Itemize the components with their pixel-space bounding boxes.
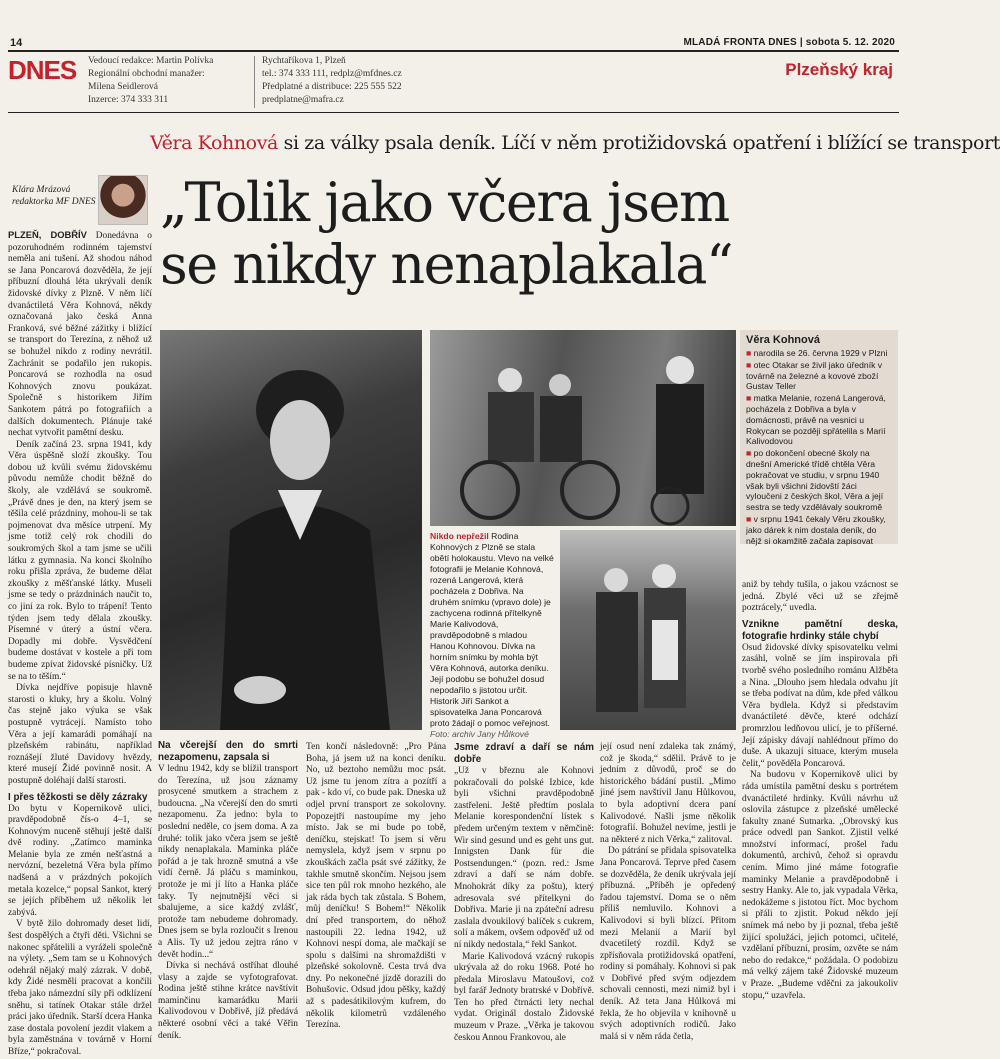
contact-line: predplatne@mafra.cz xyxy=(262,95,344,105)
paragraph: Donedávna o pozoruhodném rodinném tajemství neměla ani tušení. Až shodou náhod se Jana Poncarová dozvěděla, že její příbuzní dlouhá léta ukrývali deník židovské dívky z Plzně. V něm líčí dvanáctiletá Věra Kohnová, někdy označovaná jako česká Anna Franková, své běžné zážitky i blížící se transport do Terezína, z něhož už se bohužel nikdo z rodiny nevrátil. Zachránit se podařilo jen rukopis. Poncarová se rozhodla na osud Kohnových znovu poukázat. Společně s historikem Jiřím Sankotem pátrá po fotografiích a dalších dokumentech. Plánuje také nechat vytvořit pamětní desku. xyxy=(8,231,152,439)
header-bottom-rule xyxy=(8,112,899,113)
staff-line: Milena Seidlerová xyxy=(88,82,158,92)
fact-text: matka Melanie, rozená Langerová, pocházela z Dobřiva a byla v domácnosti, právě na vesnici u Rokycan se později spřátelila s Marií Kalivodovou xyxy=(746,393,886,447)
article-column-5 xyxy=(600,742,736,1042)
subheading: Na včerejší den do smrti nezapomenu, zapsala si xyxy=(158,740,298,763)
author-photo xyxy=(98,175,148,225)
headline-line: „Tolik jako včera jsem xyxy=(160,171,729,234)
headline xyxy=(160,172,890,296)
fact-text: v srpnu 1941 čekaly Věru zkoušky, jako dárek k nim dostala deník, do nějž si okamžitě začala zapisovat xyxy=(746,513,886,546)
portrait-figure xyxy=(160,330,422,730)
fact-item: ■ matka Melanie, rozená Langerová, pocházela z Dobřiva a byla v domácnosti, právě na vesnici u Rokycan se později spřátelila s Marií Kalivodovou xyxy=(746,393,886,447)
author-name: Klára Mrázová xyxy=(12,185,71,195)
paragraph: Deník začíná 23. srpna 1941, kdy Věra úspěšně složí zkoušky. Tou dobou už kvůli svému židovskému původu nemůže chodit běžně do školy, ale vzdělává se soukromě. „Právě dnes je den, na který jsem se těšila celé prázdniny, mohou-li se tak pojmenovat dva měsíce utrpení. My jsme totiž celý rok chodili do soukromých škol a tam jsme se učili látku z gymnasia. Na konci školního roku přišla zpráva, že budeme dělat zkoušky z měšťanské látky. Museli jsme se tedy o prázdninách naučit to, co jiní za rok. Bylo to trápení! Tento týden jsem tedy dělala zkoušky. Písemné v úterý a ústní včera. Dopadly mi dobře. Vysvědčení budeme dostávat v kostele a při tom budeme zpívat židovské písničky. Už se na to těším.“ xyxy=(8,439,152,682)
dateline: PLZEŇ, DOBŘÍV xyxy=(8,229,87,240)
paragraph: Dívka nejdříve popisuje hlavně starosti o kluky, hry a školu. Volný čas stejně jako výuka se však postupně vytrácejí. Namísto toho Věra a její kamarádi pomáhají na plzeňském rabinátu, například roznášejí žluté Davidovy hvězdy, které musejí Židé povinně nosit. A postupně doléhají další starosti. xyxy=(8,683,152,786)
kicker xyxy=(150,132,1000,154)
contact-line: Rychtaříkova 1, Plzeň xyxy=(262,56,346,66)
fact-box-title: Věra Kohnová xyxy=(746,334,820,346)
fact-item: ■ v srpnu 1941 čekaly Věru zkoušky, jako dárek k nim dostala deník, do nějž si okamžitě začala zapisovat xyxy=(746,513,886,546)
logo: DNES xyxy=(8,55,77,85)
header-rule xyxy=(8,50,899,52)
photo-family-motorbike xyxy=(430,330,736,526)
article-column-3 xyxy=(306,742,446,1031)
paragraph: Na budovu v Kopernikově ulici by ráda umístila pamětní desku s portrétem dvanáctileté hrdinky. Kvůli návrhu už oslovila zástupce z plzeňské umělecké fakulty znané Sutnarka. „Obrovský kus práce odvedl pan Sankot. Zjistil velké množství informací, prošel řadu dokumentů, archivů, čehož si opravdu cením. Mimo jiné máme fotografie maminky Melanie a pravděpodobně i sestry Hanky. Ale to, jak vypadala Věrka, nedokážeme s jistotou říct. Moc bychom si přáli to zjistit. Pokud někdo její snímek má nebo by ji poznal, třeba ještě žijící spolužáci, jejich potomci, učitelé, vzdělaní příbuzní, prosím, ozvěte se nám nebo do redakce,“ požádala. O podobizu má velký zájem také Židovské muzeum v Praze. „Budeme vděčni za jakoukoliv stopu,“ uzavřela. xyxy=(742,770,898,1001)
author-role: redaktorka MF DNES xyxy=(12,197,96,207)
article-column-4 xyxy=(454,742,594,1043)
region-title: Plzeňský kraj xyxy=(785,60,893,79)
paragraph: aniž by tehdy tušila, o jakou vzácnost se jedná. Zbylé věci už se zřejmě poztrácely,“ uvedla. xyxy=(742,580,898,614)
page-number: 14 xyxy=(10,37,23,49)
fact-text: narodila se 26. června 1929 v Plzni xyxy=(753,348,888,358)
two-women-photo xyxy=(560,530,736,730)
fact-text: po dokončení obecné školy na dnešní Americké třídě chtěla Věra pokračovat ve studiu, v srpnu 1940 však byli všichni židovští žáci vyloučeni z českých škol, Věra a její sestra se tedy vzdělávaly soukromě xyxy=(746,448,884,513)
paragraph: Osud židovské dívky spisovatelku velmi zasáhl, volně se jím inspirovala při tvorbě svého posledního románu Alžběta a Nina. „Dlouho jsem hledala odvahu jít se třeba podívat na dům, kde před válkou Věra bydlela. Když si představím dvanáctileté děvče, které odchází promrzlou ledňovou ulicí, je to příšerné. Její zápisky dávají nahlédnout přímo do duše. A ukazují situace, kterým musela čelit,“ pověděla Poncarová. xyxy=(742,642,898,769)
staff-line: Regionální obchodní manažer: xyxy=(88,69,205,79)
contact-line: Předplatné a distribuce: 225 555 522 xyxy=(262,82,402,92)
author-byline xyxy=(12,184,96,208)
staff-info xyxy=(88,55,248,107)
caption-text: Rodina Kohnových z Plzně se stala obětí holokaustu. Vlevo na velké fotografii je Melanie Kohnová, rozená Langerová, která pocházela z Dobřiva. Na druhém snímku (vpravo dole) je zachycena rodinná přítelkyně Marie Kalivodová, pravděpodobně s mladou Hanou Kohnovou. Dívka na horním snímku by mohla být Věra Kohnová, autorka deníku. Její podobu se bohužel dosud nepodařilo s jistotou určit. Historik Jiří Sankot a spisovatelka Jana Poncarová proto žádají o pomoc veřejnost. xyxy=(430,531,554,728)
paragraph: Ten končí následovně: „Pro Pána Boha, já jsem už na konci deníku. No, už beztoho nemůžu moc psát. Už jsme tu jenom zítra a pozítří a pak - kdo ví, co bude pak. Dneska už odjel první transport ze sokolovny. Popozejtří nastoupíme my jeho místo. Jak se mi bude po tobě, deníčku, stejskat! To jsem si věru nemyslela, když jsem v srpnu po zkouškách začla psát své zážitky, že takhle smutně skončím. Nejsou jsem sice ten půl rok mnoho hezkého, ale jak ráda bych tak zůstala. S Bohem, můj deníčku! S Bohem!“ Několik dní před transportem, do něhož nastoupili 22. ledna 1942, už Kohnovi nespí doma, ale mačkají se spolu s dalšími na shromaždišti v plzeňské sokolovně. Cesta trvá dva dny. Po nekonečné jízdě dorazili do Bohušovic. Odsud jdou pěšky, každý až s padesátikilovým kufrem, do několik kilometrů vzdáleného Terezína. xyxy=(306,742,446,1031)
article-column-6 xyxy=(742,580,898,1020)
article-column-1 xyxy=(8,229,152,1057)
subheading: Vznikne pamětní deska, fotografie hrdinky stále chybí xyxy=(742,618,898,642)
headline-line: se nikdy nenaplakala“ xyxy=(160,233,733,296)
group-photo xyxy=(430,330,736,526)
paragraph: V lednu 1942, kdy se blížil transport do Terezína, už jsou záznamy prosycené smutkem a strachem z budoucna. „Na včerejší den do smrti nezapomenu. Za jedno: byla to poslední neděle, co jsem doma. A za druhé: tolik jako včera jsem se ještě nikdy nenaplakala. Maminka pláče pořád a je tak hrozně smutná a vše vidí černě. Já pláču s maminkou, protože je mi jí líto a Hanka pláče taky. Ty nejnutnější věci si sbalujeme, a sice každý zvlášť, protože tam nebudeme dohromady. Dnes jsem se byla rozloučit s Irenou a Alis. Ty už jedou zejtra ráno v devět hodin...“ xyxy=(158,764,298,960)
staff-line: Vedoucí redakce: Martin Polívka xyxy=(88,56,214,66)
fact-box xyxy=(740,330,898,544)
paragraph: V bytě žilo dohromady deset lidí, šest dospělých a čtyři děti. Všichni se nakonec spřátelili a vyráželi společně na výlety. „Sem tam se u Kohnových odehrál nějaký malý zázrak. V době, kdy Židé nesměli pracovat a končili třeba jako námezdní síly při odklízení sněhu, si tatínek Otakar stále držel práci jako úředník. Starší dcera Hanka zase dostala povolení jezdit vlakem a byla zaměstnána v továrně v Horní Břízе,“ pokračoval. xyxy=(8,919,152,1057)
photo-caption xyxy=(430,531,554,740)
fact-text: otec Otakar se živil jako úředník v továrně na železné a kovové zboží Gustav Teller xyxy=(746,359,883,392)
photo-credit: Foto: archiv Jany Hůlkové xyxy=(430,729,529,739)
caption-lead: Nikdo nepřežil xyxy=(430,531,489,541)
kicker-name: Věra Kohnová xyxy=(150,132,278,154)
paragraph: Dívka si nechává ostříhat dlouhé vlasy a zajde se vyfotografovat. Rodina ještě stihne krátce navštívit maminčinu kamarádku Marii Kalivodovou v Dobřivě, jíž předává některé osobní věci a také Věřin deník. xyxy=(158,961,298,1041)
subheading: Jsme zdraví a daří se nám dobře xyxy=(454,742,594,765)
staff-line: Inzerce: 374 333 311 xyxy=(88,95,169,105)
paragraph: „Už v březnu ale Kohnovi pokračovali do polské Izbice, kde byli všichni pravděpodobně zastřeleni. Ještě předtím poslala Melanie korespondenční lístek s předem určeným textem v němčině: Wir sind gesund und es geht uns gut. Innigsten Dank für die Postsendungen.“ (pozn. red.: Jsme zdraví a daří se nám dobře. Mnohokrát díky za poštu), který adresovala své přítelkyni do Dobřiva. Marie ji na zpáteční adresu zaslala dvoukilový balíček s cukrem, solí a mákem, ovšem odpověď už od ní nikdy nedostala,“ řekl Sankot. xyxy=(454,766,594,950)
subheading: I přes těžkosti se děly zázraky xyxy=(8,791,148,803)
paragraph: Marie Kalivodová vzácný rukopis ukrývala až do roku 1968. Poté ho předala Miroslavu Matoušovi, což byl farář Jednoty bratrské v Dobřivě. Ten ho před čtrnácti lety nechal vydat. Originál dostalo Židovské muzeum v Praze. „Věrka je takovou českou Annou Frankovou, ale xyxy=(454,951,594,1043)
divider xyxy=(254,56,255,108)
fact-item: ■ otec Otakar se živil jako úředník v továrně na železné a kovové zboží Gustav Teller xyxy=(746,359,883,392)
kicker-text: si za války psala deník. Líčí v něm protižidovská opatření i blížící se transport xyxy=(277,132,1000,154)
paragraph: Do bytu v Kopernikově ulici, pravděpodobně čís-o 4–1, se Kohnovým nuceně stěhují ještě další dvě rodiny. „Zatímco maminka Melanie byla ze zmén nešťastná a nervózní, bezeletná Věra byla přímo nadšená a v prázdných pokojích metala kozelce,“ popsal Sankot, který se jejích příběhem už několik let zabývá. xyxy=(8,803,152,918)
photo-melanie-kohnova xyxy=(160,330,422,730)
fact-item: ■ po dokončení obecné školy na dnešní Americké třídě chtěla Věra pokračovat ve studiu, v srpnu 1940 však byli všichni židovští žáci vyloučeni z českých škol, Věra a její sestra se tedy vzdělávaly soukromě xyxy=(746,448,884,513)
masthead: MLADÁ FRONTA DNES | sobota 5. 12. 2020 xyxy=(683,37,895,48)
contact-info xyxy=(262,55,472,107)
photo-marie-kalivodova xyxy=(560,530,736,730)
contact-line: tel.: 374 333 111, redplz@mfdnes.cz xyxy=(262,69,402,79)
fact-item: ■ narodila se 26. června 1929 v Plzni xyxy=(746,348,888,358)
paragraph: Do pátrání se přidala spisovatelka Jana Poncarová. Teprve před časem se dozvěděla, že deník ukrývala její příbuzná. „Příběh je opředený řadou tajemství. Doma se o něm příliš nemluvilo. Kohnovi a Kalivodovi si byli blízcí. Přitom mezi Melanií a Marií byl dvacetiletý rozdíl. Když se zpřísňovala protižidovská opatření, rodiny si pomáhaly. Kohnovi si pak v Dobřivé před svým odjezdem schovali cennosti, mezi nimiž byl i deník. Až teta Jana Hůlková mi řekla, že ho objevila v knihovně u svých adoptivních rodičů. Jako malá si v něm ráda četla, xyxy=(600,846,736,1042)
article-column-2 xyxy=(158,740,298,1041)
paragraph: její osud není zdaleka tak známý, což je škoda,“ sdělil. Právě to je jedním z důvodů, proč se do historického bádání pustil. „Mimo jiné jsem navštívil Janu Hůlkovou, to byla adoptivní dcera paní Kalivodové. Našli jsme několik fotografií. Bohužel nevíme, jestli je na některé z nich Věrka,“ zalitoval. xyxy=(600,742,736,845)
